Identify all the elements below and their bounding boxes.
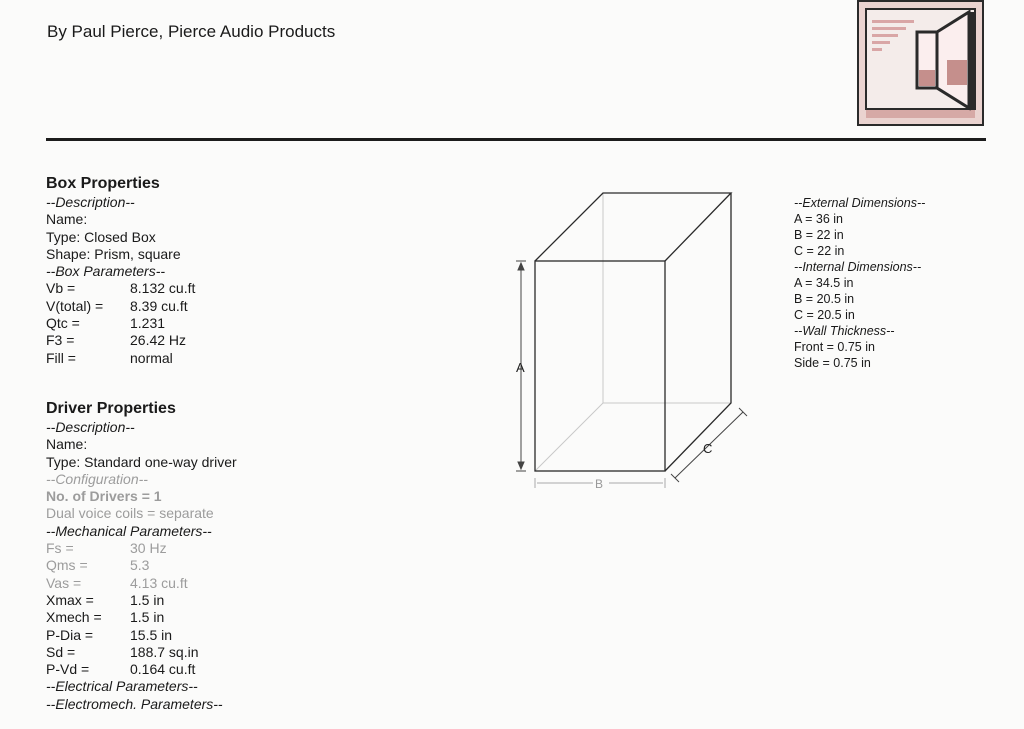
- dual-voice-coils: Dual voice coils = separate: [46, 505, 214, 522]
- author-line: By Paul Pierce, Pierce Audio Products: [47, 22, 336, 41]
- external-dim-b: B = 22 in: [794, 228, 844, 242]
- mech-param-row: [46, 557, 237, 574]
- driver-description-header: --Description--: [46, 419, 135, 435]
- box-param-row: [46, 332, 195, 349]
- external-dim-c: C = 22 in: [794, 244, 845, 258]
- wall-front: Front = 0.75 in: [794, 340, 875, 354]
- param-key: P-Vd =: [46, 661, 90, 678]
- internal-dim-c: C = 20.5 in: [794, 308, 855, 322]
- wall-side: Side = 0.75 in: [794, 356, 871, 370]
- box-properties-title: Box Properties: [46, 175, 160, 192]
- param-value: 1.231: [130, 315, 166, 332]
- mech-param-row: [46, 575, 237, 592]
- internal-dim-a: A = 34.5 in: [794, 276, 854, 290]
- param-key: Xmech =: [46, 609, 102, 626]
- box-parameters-header: --Box Parameters--: [46, 263, 166, 280]
- driver-properties-section: [46, 399, 237, 713]
- header-divider: [46, 138, 986, 141]
- driver-name: Name:: [46, 436, 88, 453]
- dimension-label-a: A: [516, 360, 525, 375]
- internal-dim-b: B = 20.5 in: [794, 292, 855, 306]
- configuration-header: --Configuration--: [46, 470, 148, 487]
- param-value: 26.42 Hz: [130, 332, 187, 349]
- box-description-header: --Description--: [46, 194, 135, 210]
- param-value: 1.5 in: [130, 609, 165, 626]
- dimensions-section: [794, 195, 925, 371]
- param-key: Sd =: [46, 643, 76, 660]
- wall-thickness-header: --Wall Thickness--: [794, 324, 895, 338]
- param-key: F3 =: [46, 332, 75, 349]
- speaker-logo-icon: [857, 0, 984, 126]
- box-right-face: [665, 193, 731, 471]
- box-top-face: [535, 193, 731, 261]
- driver-properties-title: Driver Properties: [46, 400, 176, 417]
- box-param-row: [46, 280, 195, 297]
- electrical-header: --Electrical Parameters--: [46, 678, 198, 695]
- box-properties-section: [46, 174, 195, 367]
- param-key: P-Dia =: [46, 626, 94, 643]
- external-dimensions-header: --External Dimensions--: [794, 196, 926, 210]
- param-value: 1.5 in: [130, 591, 165, 608]
- param-value: 0.164 cu.ft: [130, 661, 196, 678]
- param-key: Fs =: [46, 540, 74, 557]
- mech-param-row: [46, 644, 237, 661]
- internal-dimensions-header: --Internal Dimensions--: [794, 260, 922, 274]
- mech-param-row: [46, 661, 237, 678]
- param-key: Qms =: [46, 557, 88, 574]
- param-value: normal: [130, 349, 173, 366]
- box-param-row: [46, 315, 195, 332]
- external-dim-a: A = 36 in: [794, 212, 843, 226]
- electromech-header: --Electromech. Parameters--: [46, 695, 223, 712]
- driver-type: Type: Standard one-way driver: [46, 453, 237, 470]
- box-param-row: [46, 350, 195, 367]
- param-value: 188.7 sq.in: [130, 643, 199, 660]
- box-name: Name:: [46, 211, 88, 228]
- box-type: Type: Closed Box: [46, 228, 156, 245]
- param-key: Fill =: [46, 349, 76, 366]
- param-value: 4.13 cu.ft: [130, 574, 188, 591]
- param-key: V(total) =: [46, 297, 104, 314]
- box-front-face: [535, 261, 665, 471]
- param-value: 8.39 cu.ft: [130, 297, 188, 314]
- mechanical-header: --Mechanical Parameters--: [46, 522, 212, 539]
- box-shape: Shape: Prism, square: [46, 245, 181, 262]
- num-drivers: No. of Drivers = 1: [46, 488, 162, 505]
- box-diagram: [505, 185, 765, 495]
- param-value: 30 Hz: [130, 540, 167, 557]
- mech-param-row: [46, 609, 237, 626]
- param-value: 15.5 in: [130, 626, 173, 643]
- param-key: Vas =: [46, 574, 82, 591]
- mech-param-row: [46, 540, 237, 557]
- mech-param-row: [46, 627, 237, 644]
- param-value: 8.132 cu.ft: [130, 280, 196, 297]
- param-key: Xmax =: [46, 591, 94, 608]
- param-value: 5.3: [130, 557, 150, 574]
- param-key: Qtc =: [46, 315, 80, 332]
- box-param-row: [46, 298, 195, 315]
- mech-param-row: [46, 592, 237, 609]
- dimension-label-c: C: [703, 441, 713, 456]
- dimension-label-b: B: [595, 477, 604, 491]
- param-key: Vb =: [46, 280, 76, 297]
